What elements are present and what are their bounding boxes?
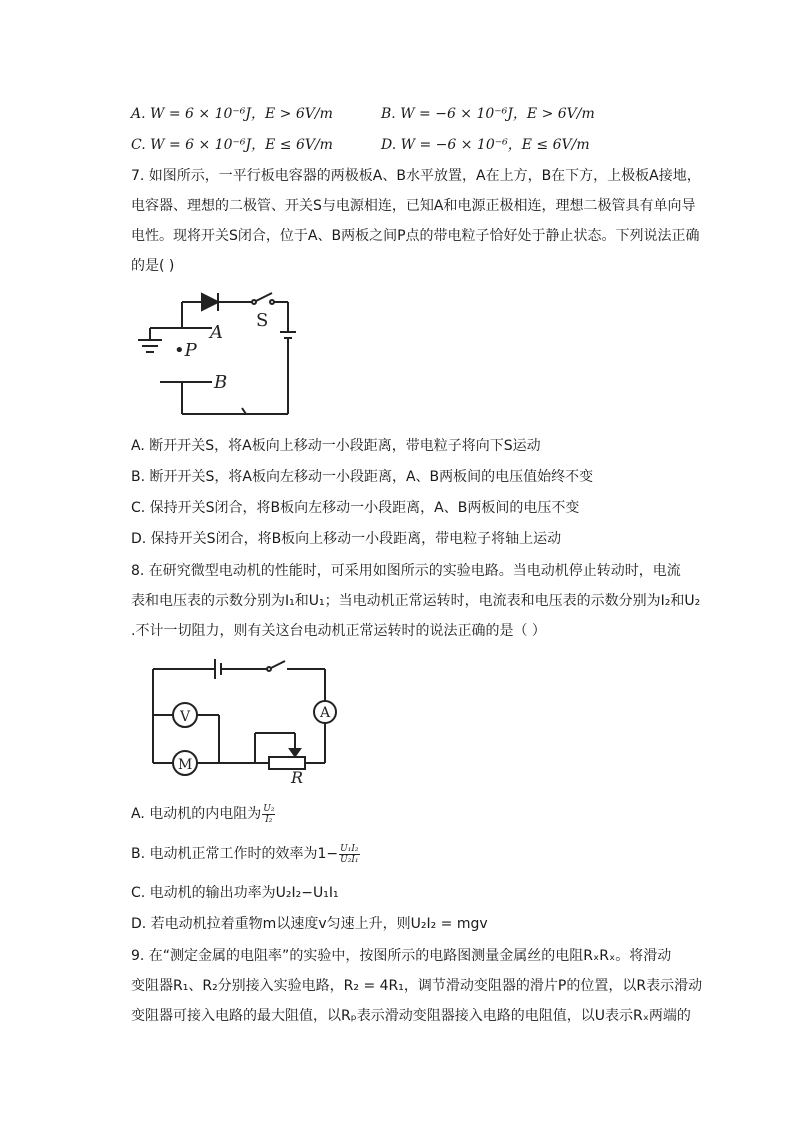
q7-choice-c: C. 保持开关S闭合，将B板向左移动一小段距离，A、B两板间的电压不变 xyxy=(131,500,580,516)
q7-figure-label-b: B xyxy=(214,372,228,393)
q7-choice-a: A. 断开开关S，将A板向上移动一小段距离，带电粒子将向下S运动 xyxy=(131,438,541,454)
q8-choice-a-denominator: I₂ xyxy=(265,814,273,825)
q8-choice-a-numerator: U₂ xyxy=(263,803,275,814)
q7-line-4: 的是( ) xyxy=(131,258,175,274)
q9-line-3: 变阻器可接入电路的最大阻值，以Rₚ表示滑动变阻器接入电路的电阻值，以U表示Rₓ两端的 xyxy=(131,1008,691,1024)
q8-line-3: .不计一切阻力，则有关这台电动机正常运转时的说法正确的是（ ） xyxy=(131,623,546,639)
q8-rheostat-label: R xyxy=(291,768,304,785)
q7-figure-label-p: •P xyxy=(174,340,197,361)
q6-options-row-2 xyxy=(131,134,651,156)
q8-line-2: 表和电压表的示数分别为I₁和U₁；当电动机正常运转时，电流表和电压表的示数分别为I₂和U₂ xyxy=(131,593,701,609)
q8-motor-label: M xyxy=(178,757,193,773)
q8-choice-c: C. 电动机的输出功率为U₂I₂−U₁I₁ xyxy=(131,885,339,901)
q8-stem xyxy=(131,556,701,646)
q6-option-b: B. W = −6 × 10⁻⁶J，E > 6V/m xyxy=(381,106,595,122)
q7-figure-label-a: A xyxy=(210,322,223,343)
q7-stem xyxy=(131,161,701,281)
q6-option-a: A. W = 6 × 10⁻⁶J，E > 6V/m xyxy=(131,106,333,122)
q7-figure-label-s: S xyxy=(256,310,269,331)
q8-choice-a-text: A. 电动机的内电阻为 xyxy=(131,806,262,822)
q9-line-1: 9. 在“测定金属的电阻率”的实验中，按图所示的电路图测量金属丝的电阻RₓRₓ。将滑动 xyxy=(131,948,672,964)
q6-option-c: C. W = 6 × 10⁻⁶J，E ≤ 6V/m xyxy=(131,137,333,153)
q7-capacitor-circuit-figure xyxy=(130,288,300,418)
q9-line-2: 变阻器R₁、R₂分别接入实验电路，R₂ = 4R₁，调节滑动变阻器的滑片P的位置，以R表示滑动 xyxy=(131,978,703,994)
q8-choice-b xyxy=(131,843,360,865)
q9-stem xyxy=(131,941,703,1031)
q7-line-2: 电容器、理想的二极管、开关S与电源相连，已知A和电源正极相连，理想二极管具有单向导 xyxy=(131,198,696,214)
q8-voltmeter-label: V xyxy=(180,709,191,725)
q8-choice-d: D. 若电动机拉着重物m以速度v匀速上升，则U₂I₂ = mgv xyxy=(131,916,488,932)
q8-choice-b-numerator: U₁I₂ xyxy=(340,843,359,854)
q8-choice-a xyxy=(131,803,275,825)
q7-line-1: 7. 如图所示，一平行板电容器的两极板A、B水平放置，A在上方，B在下方，上极板A接地， xyxy=(131,168,701,184)
q8-choice-b-fraction xyxy=(339,844,359,865)
q8-choice-b-text: B. 电动机正常工作时的效率为1− xyxy=(131,846,339,862)
q7-choice-b: B. 断开开关S，将A板向左移动一小段距离，A、B两板间的电压值始终不变 xyxy=(131,469,594,485)
q7-choice-d: D. 保持开关S闭合，将B板向上移动一小段距离，带电粒子将轴上运动 xyxy=(131,531,562,547)
q8-line-1: 8. 在研究微型电动机的性能时，可采用如图所示的实验电路。当电动机停止转动时，电流 xyxy=(131,563,681,579)
q8-ammeter-label: A xyxy=(320,705,331,721)
q6-option-d: D. W = −6 × 10⁻⁶，E ≤ 6V/m xyxy=(381,137,590,153)
q6-options-row-1 xyxy=(131,103,651,125)
q8-choice-a-fraction xyxy=(262,804,275,825)
q7-line-3: 电性。现将开关S闭合，位于A、B两板之间P点的带电粒子恰好处于静止状态。下列说法正确 xyxy=(131,228,700,244)
q8-choice-b-denominator: U₂I₁ xyxy=(340,854,359,865)
q8-motor-circuit-figure xyxy=(145,655,350,785)
